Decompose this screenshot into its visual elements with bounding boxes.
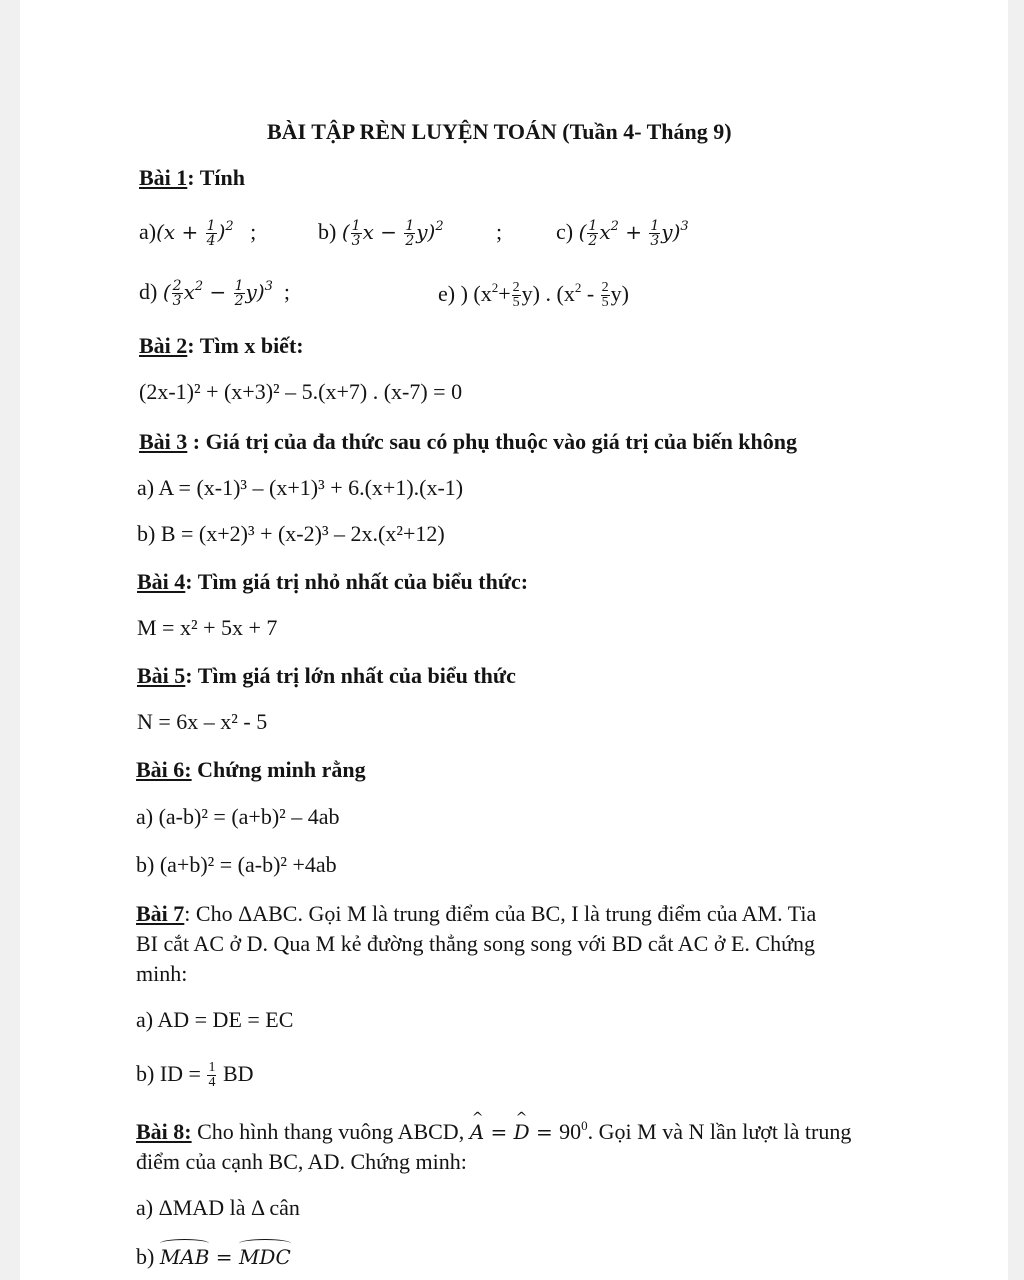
exercise-8-item-b: b) MAB = MDC [136,1244,291,1269]
exercise-1-heading: Bài 1: Tính [139,165,245,190]
exercise-1-item-d: d) ( $\frac{2}{3}$ $x^2$ − $\frac{1}{2}$ y)$^3$ ; [139,278,291,309]
exercise-4-expression: M = x² + 5x + 7 [137,615,278,640]
exercise-2-heading: Bài 2: Tìm x biết: [139,333,304,358]
worksheet-content [20,0,1008,1280]
exercise-3-item-b: b) B = (x+2)³ + (x-2)³ – 2x.(x²+12) [137,521,445,546]
exercise-7-line-1: Bài 7: Cho ΔABC. Gọi M là trung điểm của BC, I là trung điểm của AM. Tia [136,901,817,926]
exercise-8-line-2: điểm của cạnh BC, AD. Chứng minh: [136,1149,467,1174]
exercise-1-item-c: c) ( $\frac{1}{2}$ $x^2$ + $\frac{1}{3}$ y)$^3$ [556,218,689,249]
exercise-3-item-a: a) A = (x-1)³ – (x+1)³ + 6.(x+1).(x-1) [137,475,464,500]
exercise-1-item-e: e) ) ($x^2+$ $\frac{2}{5}$ y) . ($x^2$ - $\frac{2}{5}$ y) [438,280,629,311]
exercise-1-sep-b: ; [496,219,503,244]
exercise-5-heading: Bài 5: Tìm giá trị lớn nhất của biểu thức [137,663,516,688]
exercise-7-line-3: minh: [136,961,188,986]
exercise-7-item-b: b) ID = $\frac{1}{4}$ BD [136,1060,254,1091]
exercise-1-item-a: a)(x + $\frac{1}{4}$ )$^2$ ; [139,218,257,249]
exercise-8-line-1: Bài 8: Cho hình thang vuông ABCD, ^ A = ^ $D = 90^0$. Gọi M và N lần lượt là trung [136,1118,851,1146]
exercise-7-item-a: a) AD = DE = EC [136,1007,294,1032]
document-page [20,0,1008,1280]
exercise-4-heading: Bài 4: Tìm giá trị nhỏ nhất của biểu thức: [137,569,529,594]
exercise-2-equation: (2x-1)² + (x+3)² – 5.(x+7) . (x-7) = 0 [139,379,463,404]
exercise-1-item-b: b) ( $\frac{1}{3}$ x − $\frac{1}{2}$ y)$^2$ [318,218,444,249]
exercise-3-heading: Bài 3 : Giá trị của đa thức sau có phụ thuộc vào giá trị của biến không [139,429,798,454]
exercise-8-item-a: a) ΔMAD là Δ cân [136,1195,300,1220]
exercise-5-expression: N = 6x – x² - 5 [137,709,268,734]
page-title: BÀI TẬP RÈN LUYỆN TOÁN (Tuần 4- Tháng 9) [267,119,732,144]
exercise-6-item-a: a) (a-b)² = (a+b)² – 4ab [136,804,340,829]
exercise-7-line-2: BI cắt AC ở D. Qua M kẻ đường thẳng song song với BD cắt AC ở E. Chứng [136,931,816,956]
exercise-6-heading: Bài 6: Chứng minh rằng [136,757,366,782]
exercise-6-item-b: b) (a+b)² = (a-b)² +4ab [136,852,337,877]
